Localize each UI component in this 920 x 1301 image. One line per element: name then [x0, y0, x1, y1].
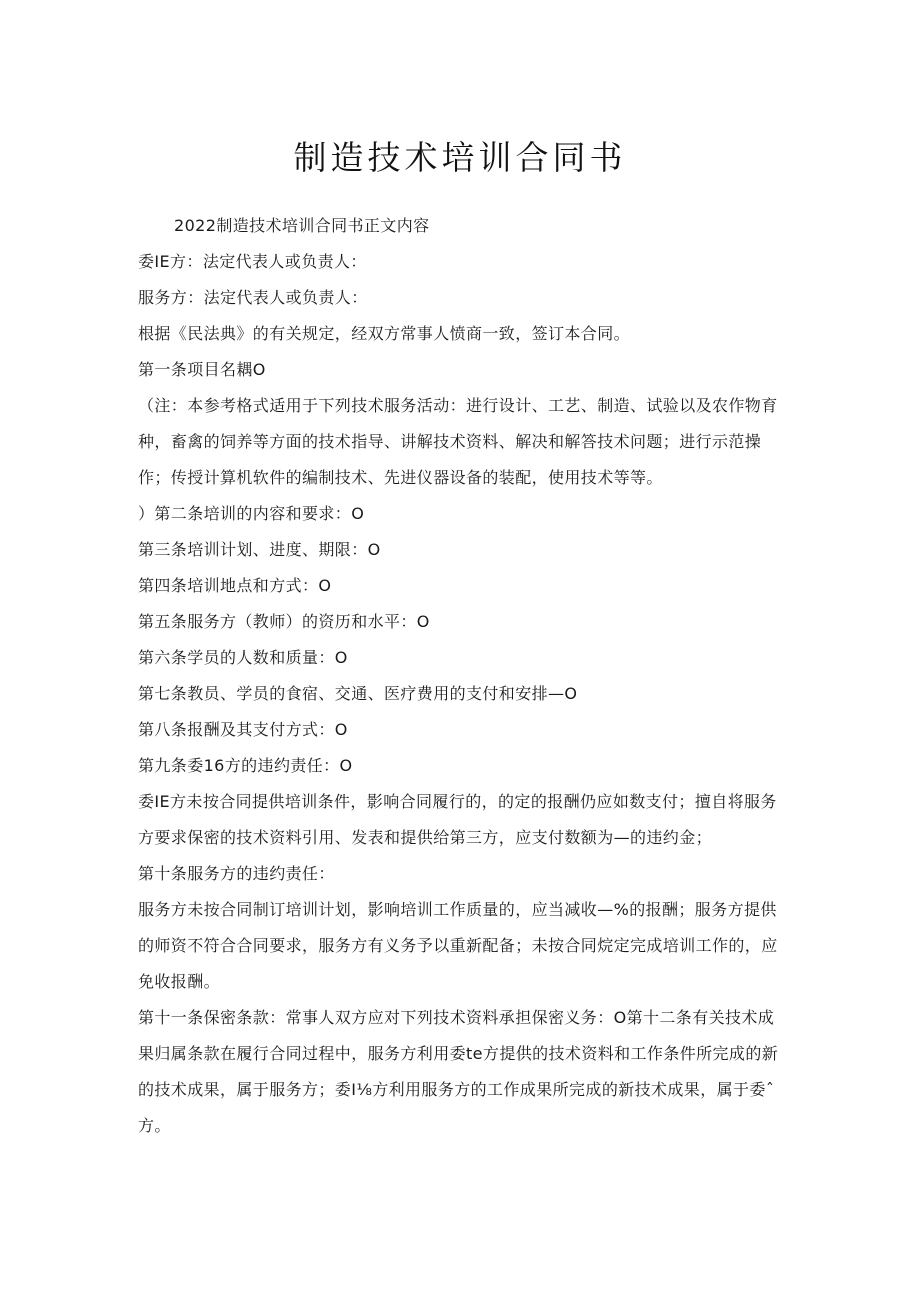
- basis-clause: 根据《民法典》的有关规定，经双方常事人愤商一致，签订本合同。: [138, 324, 631, 343]
- note-paragraph: （注：本参考格式适用于下列技术服务活动：进行设计、工艺、制造、试验以及农作物育种，畜禽的饲养等方面的技术指导、讲解技术资料、解决和解答技术问题；进行示范操作；传授计算机软件的编制技术、先进仪器设备的装配，使用技术等等。: [138, 396, 778, 487]
- article-3: 第三条培训计划、进度、期限：O: [138, 540, 381, 559]
- document-body: [138, 208, 788, 1144]
- article-2: ）第二条培训的内容和要求：O: [138, 504, 365, 523]
- article-11-12: 第十一条保密条款：常事人双方应对下列技术资料承担保密义务：O第十二条有关技术成果归属条款在履行合同过程中，服务方利用委te方提供的技术资料和工作条件所完成的新的技术成果，属于服务方；委I⅛方利用服务方的工作成果所完成的新技术成果，属于委ˆ方。: [138, 1008, 779, 1135]
- article-9: 第九条委16方的违约责任：O: [138, 756, 353, 775]
- intro-line: 2022制造技术培训合同书正文内容: [174, 216, 430, 235]
- article-5: 第五条服务方（教师）的资历和水平：O: [138, 612, 430, 631]
- article-1: 第一条项目名耦O: [138, 360, 266, 379]
- client-party-line: 委IE方：法定代表人或负责人：: [138, 252, 367, 271]
- service-party-line: 服务方：法定代表人或负责人：: [138, 288, 368, 307]
- article-10: 第十条服务方的违约责任：: [138, 864, 335, 883]
- service-liability-paragraph: 服务方未按合同制订培训计划，影响培训工作质量的，应当减收—%的报酬；服务方提供的师资不符合合同要求，服务方有义务予以重新配备；未按合同烷定完成培训工作的，应免收报酬。: [138, 900, 778, 991]
- client-liability-paragraph: 委IE方未按合同提供培训条件，影响合同履行的，的定的报酬仍应如数支付；擅自将服务方要求保密的技术资料引用、发表和提供给第三方，应支付数额为—的违约金；: [138, 792, 777, 847]
- article-8: 第八条报酬及其支付方式：O: [138, 720, 348, 739]
- article-7: 第七条教员、学员的食宿、交通、医疗费用的支付和安排—O: [138, 684, 578, 703]
- article-6: 第六条学员的人数和质量：O: [138, 648, 348, 667]
- article-4: 第四条培训地点和方式：O: [138, 576, 332, 595]
- document-title: 制造技术培训合同书: [293, 138, 627, 177]
